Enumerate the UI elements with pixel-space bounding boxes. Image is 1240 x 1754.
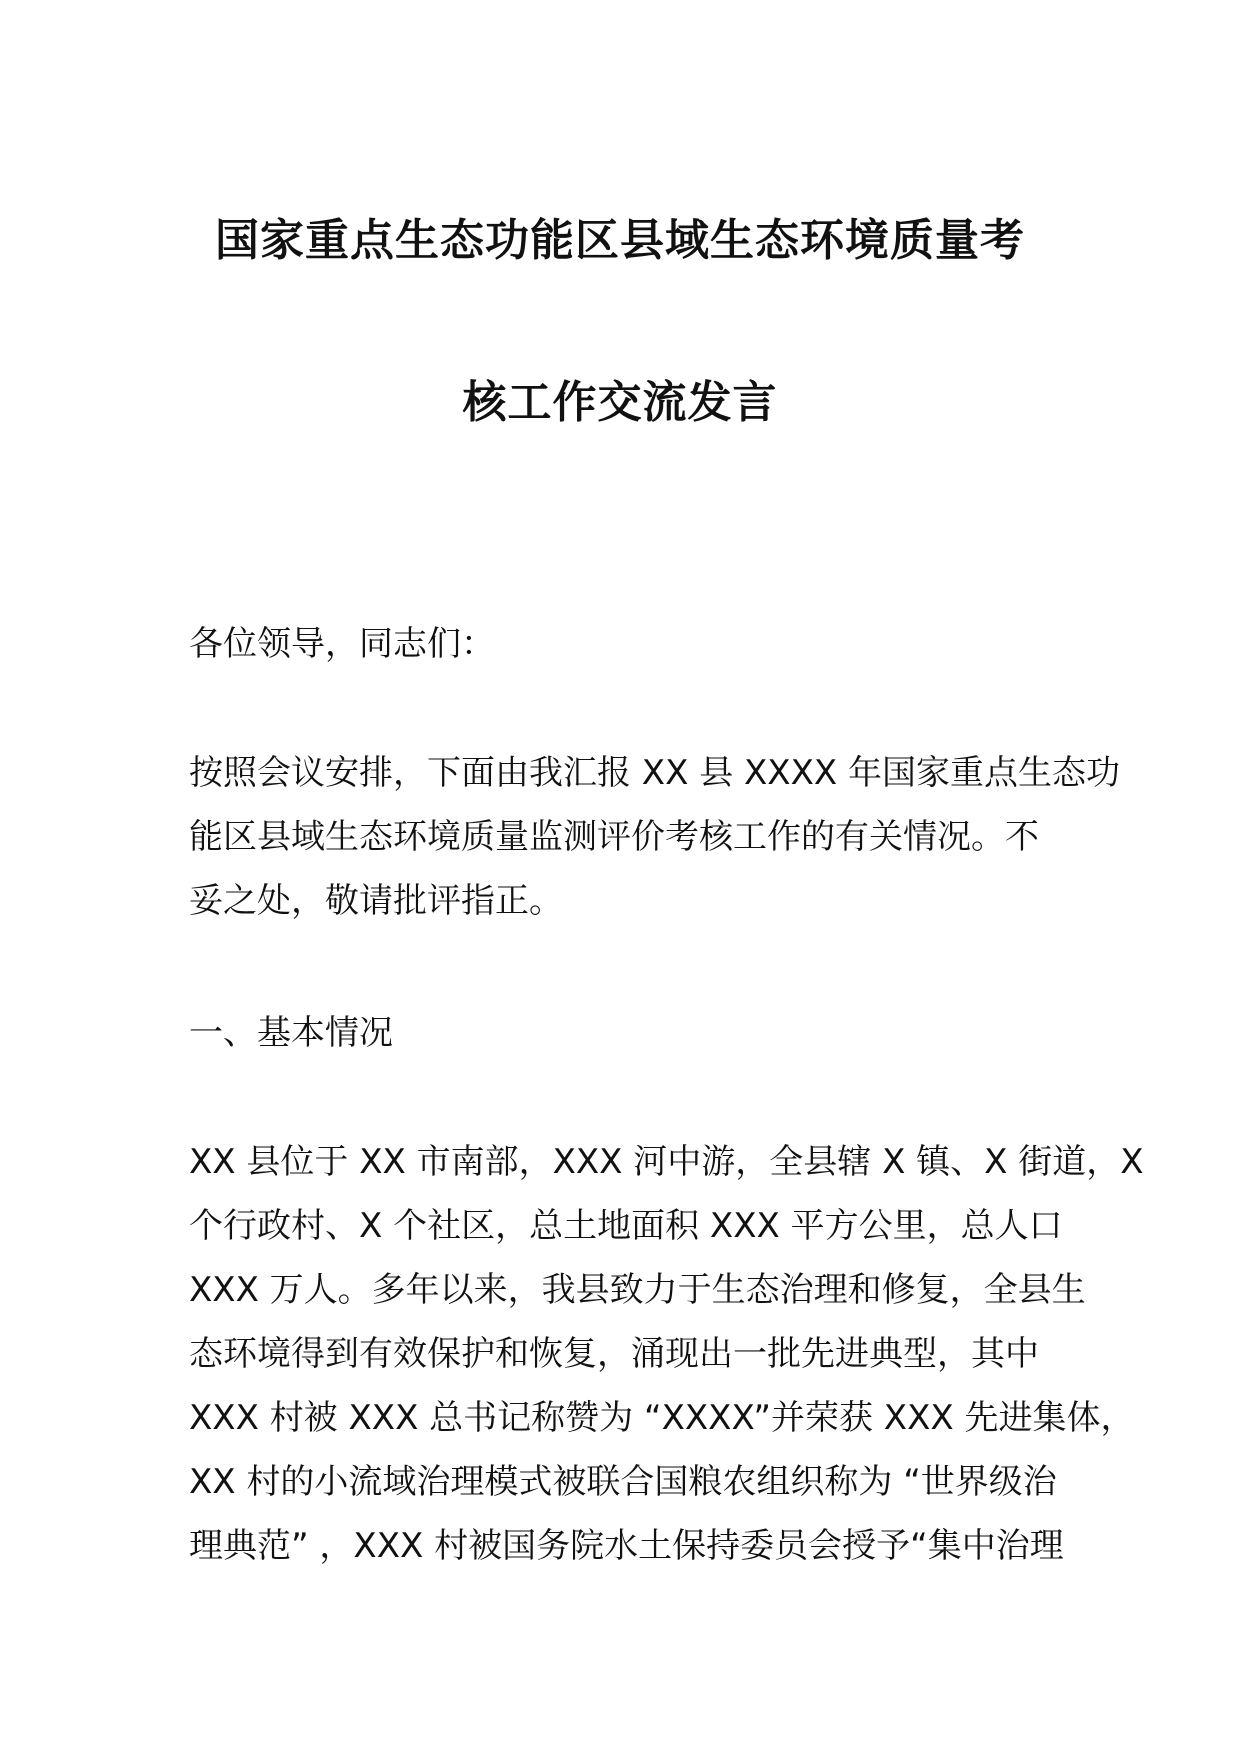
section-heading: 一、基本情况: [189, 1013, 393, 1053]
paragraph-intro: [189, 741, 1120, 933]
paragraph-line: XXX 村被 XXX 总书记称赞为 “XXXX”并荣获 XXX 先进集体，: [189, 1398, 1135, 1438]
paragraph-basic-info: [189, 1130, 1144, 1578]
salutation: 各位领导，同志们：: [189, 624, 495, 664]
paragraph-line: XX 村的小流域治理模式被联合国粮农组织称为 “世界级治: [189, 1462, 1057, 1502]
paragraph-line: 理典范” ，XXX 村被国务院水土保持委员会授予“集中治理: [189, 1526, 1064, 1566]
paragraph-line: 态环境得到有效保护和恢复，涌现出一批先进典型，其中: [189, 1334, 1039, 1374]
paragraph-line: 按照会议安排，下面由我汇报 XX 县 XXXX 年国家重点生态功: [189, 753, 1120, 793]
document-title-line-2: 核工作交流发言: [462, 377, 778, 428]
paragraph-line: XX 县位于 XX 市南部，XXX 河中游，全县辖 X 镇、X 街道，X: [189, 1142, 1144, 1182]
paragraph-line: 能区县域生态环境质量监测评价考核工作的有关情况。不: [189, 817, 1039, 857]
paragraph-line: XXX 万人。多年以来，我县致力于生态治理和修复，全县生: [189, 1270, 1086, 1310]
paragraph-line: 妥之处，敬请批评指正。: [189, 881, 563, 921]
document-title-line-1: 国家重点生态功能区县域生态环境质量考: [215, 215, 1025, 266]
paragraph-line: 个行政村、X 个社区，总土地面积 XXX 平方公里，总人口: [189, 1206, 1063, 1246]
